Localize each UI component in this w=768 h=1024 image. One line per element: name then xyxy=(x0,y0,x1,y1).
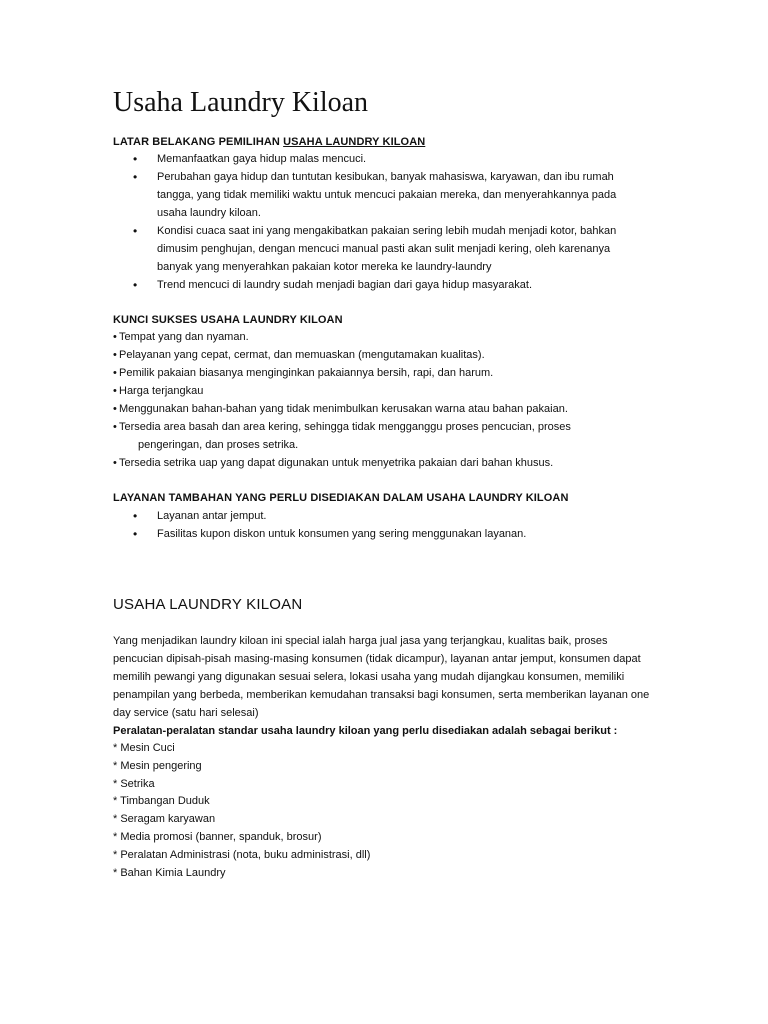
list-item: • Harga terjangkau xyxy=(113,382,653,400)
equipment-intro: Peralatan-peralatan standar usaha laundry kiloan yang perlu disediakan adalah sebagai berikut : xyxy=(113,725,618,737)
equipment-item: * Seragam karyawan xyxy=(113,813,216,826)
list-item: • Fasilitas kupon diskon untuk konsumen yang sering menggunakan layanan. xyxy=(113,525,643,543)
equipment-list xyxy=(113,740,370,882)
list-item: • Tersedia setrika uap yang dapat digunakan untuk menyetrika pakaian dari bahan khusus. xyxy=(113,454,653,472)
list-item-continuation: pengeringan, dan proses setrika. xyxy=(138,439,299,451)
list-item: • Pemilik pakaian biasanya menginginkan pakaiannya bersih, rapi, dan harum. xyxy=(113,364,653,382)
section-heading-latar-belakang xyxy=(113,134,425,150)
latar-belakang-list xyxy=(113,150,643,294)
layanan-tambahan-list xyxy=(113,507,643,543)
list-item: • Layanan antar jemput. xyxy=(113,507,643,525)
list-item: • Trend mencuci di laundry sudah menjadi bagian dari gaya hidup masyarakat. xyxy=(113,276,643,294)
list-item: • Tersedia area basah dan area kering, sehingga tidak mengganggu proses pencucian, proses xyxy=(113,418,653,436)
body-paragraph: Yang menjadikan laundry kiloan ini special ialah harga jual jasa yang terjangkau, kualitas baik, proses pencucian dipisah-pisah masing-masing konsumen (tidak dicampur), layanan antar jemput, konsumen dapat memilih pewangi yang digunakan sesuai selera, lokasi usaha yang mudah dijangkau konsumen, memiliki penampilan yang berbeda, memberikan kemudahan transaksi bagi konsumen, serta memberikan layanan one day service (satu hari selesai) xyxy=(113,635,650,719)
equipment-item: * Mesin pengering xyxy=(113,759,202,772)
equipment-item: * Mesin Cuci xyxy=(113,742,175,754)
equipment-item: * Media promosi (banner, spanduk, brosur) xyxy=(113,830,322,843)
section-heading-usaha-laundry: USAHA LAUNDRY KILOAN xyxy=(113,596,303,613)
equipment-item: * Timbangan Duduk xyxy=(113,795,210,808)
list-item: • Perubahan gaya hidup dan tuntutan kesibukan, banyak mahasiswa, karyawan, dan ibu rumah tangga, yang tidak memiliki waktu untuk mencuci pakaian mereka, dan menyerahkannya pada usaha laundry kiloan. xyxy=(113,168,643,222)
heading-link[interactable]: USAHA LAUNDRY KILOAN xyxy=(283,136,426,148)
list-item: • Pelayanan yang cepat, cermat, dan memuaskan (mengutamakan kualitas). xyxy=(113,346,653,364)
section-heading-kunci-sukses: KUNCI SUKSES USAHA LAUNDRY KILOAN xyxy=(113,314,343,326)
list-item: • Memanfaatkan gaya hidup malas mencuci. xyxy=(113,150,643,168)
kunci-sukses-list xyxy=(113,328,653,472)
heading-prefix: LATAR BELAKANG PEMILIHAN xyxy=(113,136,284,148)
equipment-item: * Peralatan Administrasi (nota, buku administrasi, dll) xyxy=(113,848,371,861)
list-item: • Menggunakan bahan-bahan yang tidak menimbulkan kerusakan warna atau bahan pakaian. xyxy=(113,400,653,418)
equipment-item: * Bahan Kimia Laundry xyxy=(113,866,226,879)
document-title: Usaha Laundry Kiloan xyxy=(113,87,369,118)
equipment-item: * Setrika xyxy=(113,777,155,790)
list-item: • Tempat yang dan nyaman. xyxy=(113,328,653,346)
list-item: • Kondisi cuaca saat ini yang mengakibatkan pakaian sering lebih mudah menjadi kotor, bahkan dimusim penghujan, dengan mencuci manual pasti akan sulit menjadi kering, oleh karenanya banyak yang menyerahkan pakaian kotor mereka ke laundry-laundry xyxy=(113,222,643,276)
section-heading-layanan-tambahan: LAYANAN TAMBAHAN YANG PERLU DISEDIAKAN DALAM USAHA LAUNDRY KILOAN xyxy=(113,492,569,504)
